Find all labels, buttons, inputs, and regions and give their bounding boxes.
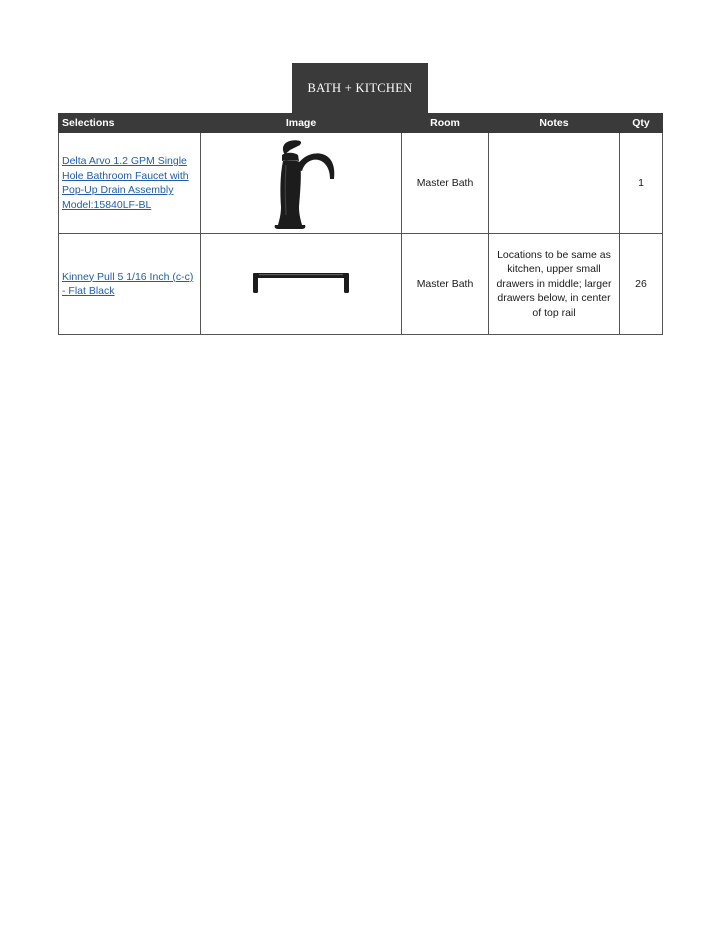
image-cell — [201, 133, 402, 234]
header-selections: Selections — [59, 114, 201, 133]
brand-logo-text: BATH + KITCHEN — [307, 80, 413, 95]
notes-cell: Locations to be same as kitchen, upper small drawers in middle; larger drawers below, in center of top rail — [489, 234, 620, 335]
room-cell: Master Bath — [402, 133, 489, 234]
cabinet-pull-icon — [249, 269, 353, 299]
header-notes: Notes — [489, 114, 620, 133]
brand-logo — [292, 63, 428, 113]
header-qty: Qty — [620, 114, 663, 133]
header-room: Room — [402, 114, 489, 133]
product-link-faucet[interactable]: Delta Arvo 1.2 GPM Single Hole Bathroom Faucet with Pop-Up Drain Assembly Model:15840LF-BL — [62, 155, 189, 211]
image-cell — [201, 234, 402, 335]
table-row — [59, 234, 663, 335]
notes-cell — [489, 133, 620, 234]
qty-cell: 26 — [620, 234, 663, 335]
table-header-row — [59, 114, 663, 133]
header-image: Image — [201, 114, 402, 133]
room-cell: Master Bath — [402, 234, 489, 335]
selections-table — [58, 113, 663, 335]
table-row — [59, 133, 663, 234]
qty-cell: 1 — [620, 133, 663, 234]
selection-cell — [59, 234, 201, 335]
faucet-icon — [256, 135, 346, 231]
selection-cell — [59, 133, 201, 234]
product-link-pull[interactable]: Kinney Pull 5 1/16 Inch (c-c) - Flat Black — [62, 270, 194, 297]
